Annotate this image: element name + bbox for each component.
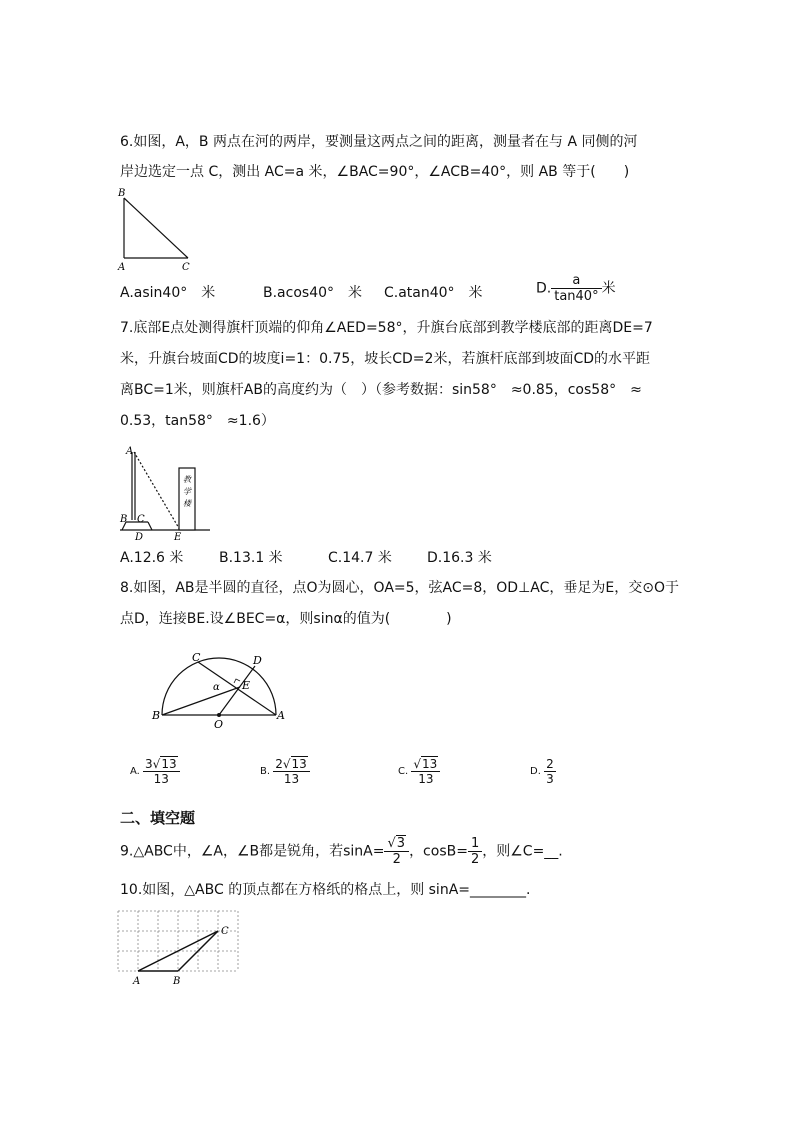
section-title-fill-in: 二、填空题 [120,809,196,827]
q8-label-o: O [214,718,224,731]
q8-option-c-label: C. [398,766,409,777]
q8-option-a-fraction: $\frac{3√13}{13}$ [143,757,180,786]
q6-option-d-num: a [572,273,581,288]
q8-line-2: 点D，连接BE.设∠BEC=α，则sinα的值为( ) [120,611,452,627]
q7-label-e: E [174,532,182,543]
q7-line-4: 0.53，tan58° ≈1.6） [120,413,275,429]
q8-option-b-fraction: $\frac{2√13}{13}$ [273,757,310,786]
q8-option-c-den: 13 [411,771,440,786]
q8-option-c [398,757,440,786]
q7-line-3: 离BC=1米，则旗杆AB的高度约为（ ）（参考数据：sin58° ≈0.85，cos58° ≈ [120,382,642,398]
q9-sina-den: 2 [384,851,409,867]
q8-option-d-label: D. [530,766,541,777]
q6-label-b: B [118,188,126,199]
q8-line-1: 8.如图，AB是半圆的直径，点O为圆心，OA=5，弦AC=8，OD⊥AC，垂足为E，交⊙O于 [120,580,679,596]
q10-label-a: A [133,976,141,987]
q8-option-b-coef: 2 [275,757,283,771]
q9-part-2: ，cosB= [409,843,468,860]
q6-option-d-suffix: 米 [601,280,616,297]
q7-label-d: D [135,532,144,543]
q7-flagpole-figure [116,442,216,542]
q6-option-d-prefix: D. [536,280,552,297]
q10-grid-lines [118,911,238,971]
q7-label-b: B [120,514,128,525]
q9-part-1: 9.△ABC中，∠A，∠B都是锐角，若sinA= [120,843,385,860]
q8-option-a-radicand: 13 [161,757,177,771]
q8-option-d-num: 2 [546,757,554,771]
q8-option-b-den: 13 [273,771,310,786]
q9-sina-fraction: $\frac{√3}{2}$ [384,836,409,867]
q10-label-c: C [221,926,229,937]
q8-option-c-fraction: $\frac{√13}{13}$ [411,757,440,786]
q7-label-c: C [137,514,145,525]
q7-option-b: B.13.1 米 [219,550,283,566]
q8-label-e: E [242,679,251,692]
q9-line [120,836,563,867]
q6-line-1: 6.如图，A，B 两点在河的两岸，要测量这两点之间的距离，测量者在与 A 同侧的河 [120,134,638,150]
q7-line-2: 米，升旗台坡面CD的坡度i=1：0.75，坡长CD=2米，若旗杆底部到坡面CD的水平距 [120,351,651,367]
q10-grid-figure [116,910,246,990]
q8-option-a-coef: 3 [145,757,153,771]
q7-label-a: A [126,446,134,457]
q8-option-b-label: B. [260,766,271,777]
q10-line: 10.如图，△ABC 的顶点都在方格纸的格点上，则 sinA=________. [120,882,531,898]
q9-sina-radicand: 3 [396,836,406,851]
q6-option-a: A.asin40° 米 [120,285,216,301]
q6-label-a: A [118,262,126,273]
q7-building-char-3: 楼 [183,499,191,508]
q9-part-3: ，则∠C=__. [482,843,563,860]
q7-building-char-1: 教 [183,475,191,484]
q8-option-b [260,757,310,786]
q6-option-d-den: tan40° [551,288,601,304]
q9-cosb-den: 2 [468,851,482,867]
q6-option-d-fraction [551,273,601,304]
q8-option-a-den: 13 [143,771,180,786]
q8-option-a-label: A. [130,766,140,777]
q8-option-d-fraction [544,757,556,786]
q8-option-d-den: 3 [546,772,554,786]
q6-line-2: 岸边选定一点 C，测出 AC=a 米，∠BAC=90°，∠ACB=40°，则 AB 等于( ) [120,164,630,180]
q8-option-c-radicand: 13 [422,757,438,771]
q6-option-b: B.acos40° 米 [263,285,363,301]
q6-option-d [536,273,616,304]
q7-building-char-2: 学 [183,487,191,496]
q8-option-b-radicand: 13 [291,757,307,771]
q8-semicircle-figure [150,650,290,730]
q7-line-1: 7.底部E点处测得旗杆顶端的仰角∠AED=58°，升旗台底部到教学楼底部的距离DE=7 [120,320,653,336]
q8-label-a: A [277,709,285,722]
q6-label-c: C [182,262,190,273]
q9-cosb-num: 1 [470,836,480,851]
q8-label-b: B [152,709,161,722]
q8-option-d [530,757,556,786]
q8-label-d: D [253,654,262,667]
q7-option-d: D.16.3 米 [427,550,492,566]
q8-option-a [130,757,180,786]
q6-option-c: C.atan40° 米 [384,285,483,301]
q7-option-a: A.12.6 米 [120,550,184,566]
q10-label-b: B [173,976,181,987]
q6-triangle-figure [116,186,206,274]
q8-label-alpha: α [213,682,220,693]
q7-option-c: C.14.7 米 [328,550,392,566]
q9-cosb-fraction [468,836,482,867]
q8-label-c: C [192,651,201,664]
